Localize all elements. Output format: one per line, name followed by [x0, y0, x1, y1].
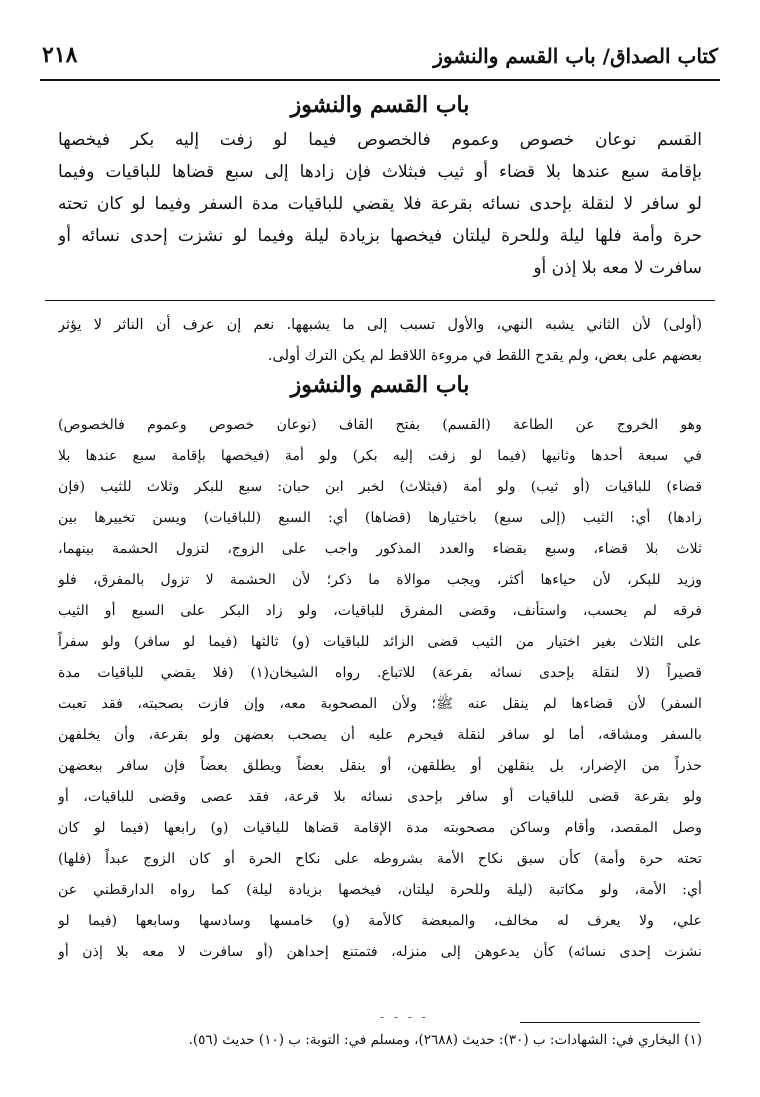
comm-line-9: قصيراً (لا لنقلة بإحدى نسائه بقرعة) للاتباع. رواه الشيخان(١) (فلا يقضي للباقيات مدة — [58, 665, 702, 681]
header-title: كتاب الصداق/ باب القسم والنشوز — [433, 44, 718, 68]
continuation-marks: - - - - — [380, 1010, 429, 1024]
comm-line-8: على الثلاث بغير اختيار من الثيب قضى الزائد للباقيات (و) ثالثها (فيما لو سافر) ولو سفراً — [58, 634, 702, 650]
commentary-text — [58, 410, 702, 968]
main-line-5: سافرت لا معه بلا إذن أو — [533, 258, 702, 278]
commentary-section-title: باب القسم والنشوز — [290, 372, 470, 398]
comm-line-2: في سبعة أحدها وثانيها (فيما لو زفت إليه بكر) ولو أمة (فيخصها بإقامة سبع عندها بلا — [58, 448, 702, 464]
running-header — [42, 38, 718, 78]
main-separator-rule — [45, 300, 715, 301]
main-line-1: القسم نوعان خصوص وعموم فالخصوص فيما لو زفت إليه بكر فيخصها — [58, 130, 702, 150]
comm-line-3: قضاء) للباقيات (أو ثيب) ولو أمة (فبثلاث) لخبر ابن حبان: سبع للبكر وثلاث للثيب (فإن — [58, 479, 702, 495]
comm-line-5: ثلاث بلا قضاء، وسبع بقضاء والعدد المذكور واجب على الزوج، لتزول الحشمة بينهما، — [58, 541, 702, 557]
main-line-4: حرة وأمة فلها ليلة وللحرة ليلتان فيخصها بزيادة ليلة وفيما لو نشزت إحدى نسائه أو — [58, 226, 702, 246]
comm-line-18: نشزت إحدى نسائه) كأن يدعوهن إلى منزله، فتمتنع إحداهن (أو سافرت لا معه بلا إذن أو — [58, 944, 702, 960]
comm-line-11: بالسفر ومشاقه، أما لو سافر لنقلة فيحرم عليه أن يصحب بعضهن ولو بقرعة، وأن يخلفهن — [58, 727, 702, 743]
comm-line-6: وزيد للبكر، لأن حياءها أكثر، ويجب موالاة ما ذكر؛ لأن الحشمة لا تزول بالمفرق، فلو — [58, 572, 702, 588]
comm-line-13: ولو بقرعة قضى للباقيات أو سافر بإحدى نسائه بلا قرعة، فقد عصى وقضى للباقيات، أو — [58, 789, 702, 805]
header-rule — [40, 79, 720, 81]
comm-line-10: السفر) لأن قضاءها لم ينقل عنه ﷺ؛ ولأن المصحوبة معه، وإن فازت بصحبته، فقد تعبت — [58, 696, 702, 712]
comm-line-15: تحته حرة وأمة) كأن سبق نكاح الأمة بشروطه على نكاح الحرة أو كان الزوج عبداً (فلها) — [58, 851, 702, 867]
comm-line-17: علي، ولا يعرف له مخالف، والمبعضة كالأمة (و) خامسها وسادسها وسابعها (فيما لو — [58, 913, 702, 929]
note-line-1: (أولى) لأن الثاني يشبه النهي، والأول تسبب إلى ما يشبهها. نعم إن عرف أن الناثر لا يؤثر — [58, 317, 702, 333]
comm-line-4: زادها) أي: الثيب (إلى سبع) باختيارها (قضاها) أي: السبع (للباقيات) ويسن تخييرها بين — [58, 510, 702, 526]
main-line-2: بإقامة سبع عندها بلا قضاء أو ثيب فبثلاث فإن زادها إلى سبع قضاها للباقيات وفيما — [58, 162, 702, 182]
comm-line-16: أي: الأمة، ولو مكاتبة (ليلة وللحرة ليلتان، فيخصها بزيادة ليلة) كما رواه الدارقطني عن — [58, 882, 702, 898]
comm-line-12: حذراً من الإضرار، بل ينقلهن أو يطلقهن، أو ينقل بعضاً ويطلق بعضاً فإن سافر ببعضهن — [58, 758, 702, 774]
main-section-title: باب القسم والنشوز — [290, 92, 470, 118]
comm-line-7: فرقه لم يحسب، واستأنف، وقضى المفرق للباقيات، ولو زاد البكر على السبع أو الثيب — [58, 603, 702, 619]
comm-line-14: وصل المقصد، وأقام وساكن مصحوبته مدة الإقامة قضاها للباقيات (و) رابعها (فيما لو كان — [58, 820, 702, 836]
main-line-3: لو سافر لا لنقلة بإحدى نسائه بقرعة فلا يقضي للباقيات مدة السفر وفيما لو كان تحته — [58, 194, 702, 214]
comm-line-1: وهو الخروج عن الطاعة (القسم) بفتح القاف (نوعان خصوص وعموم فالخصوص) — [58, 417, 702, 433]
note-line-2: بعضهم على بعض، ولم يقدح اللقط في مروءة اللاقط لم يكن الترك أولى. — [267, 348, 702, 364]
footnote-rule — [520, 1022, 700, 1023]
page-number: ٢١٨ — [42, 42, 78, 68]
footnote: (١) البخاري في: الشهادات: ب (٣٠): حديث (٢٦٨٨)، ومسلم في: التوبة: ب (١٠) حديث (٥٦). — [188, 1032, 702, 1048]
commentary-continuation — [58, 310, 702, 372]
main-text — [58, 124, 702, 284]
